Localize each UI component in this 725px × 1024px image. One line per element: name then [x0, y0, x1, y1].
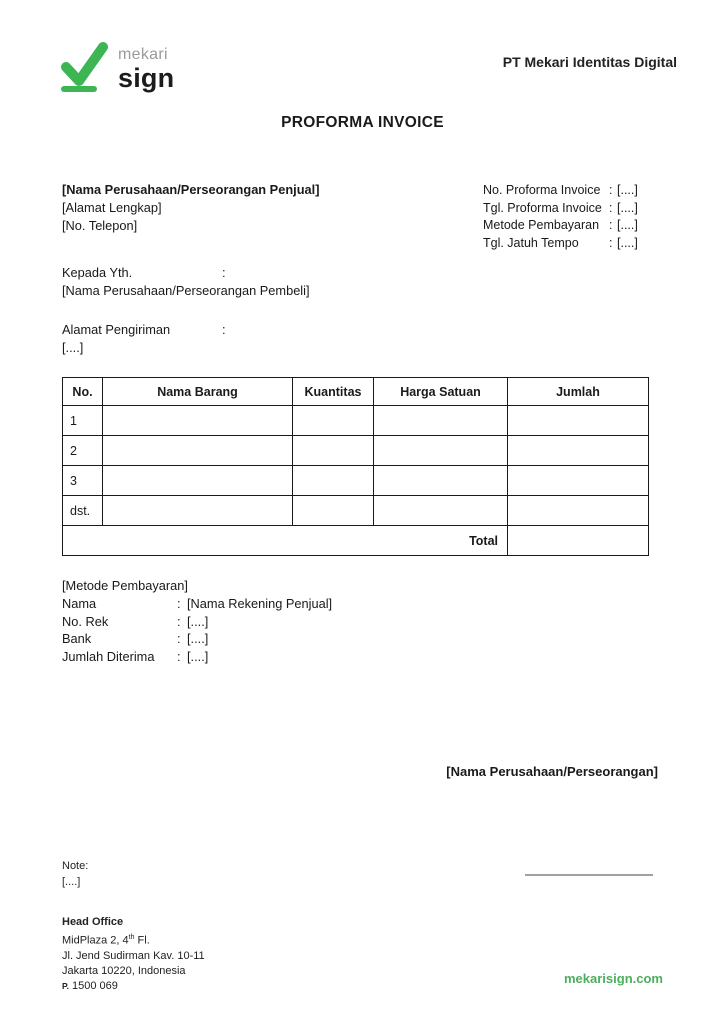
colon: : — [609, 218, 613, 232]
invoice-number-row — [483, 182, 638, 200]
colon: : — [222, 265, 226, 280]
note-label: Note: — [62, 860, 89, 872]
shipping-address-value: [....] — [62, 340, 84, 355]
mekari-sign-logo — [60, 40, 174, 92]
table-row — [63, 466, 649, 496]
recipient-label: Kepada Yth. — [62, 265, 133, 280]
row-number-cell: 3 — [63, 466, 103, 496]
table-header-row — [63, 378, 649, 406]
recipient-row — [62, 264, 310, 282]
quantity-cell — [293, 406, 374, 436]
account-name-row — [62, 595, 332, 613]
invoice-info-block — [483, 182, 638, 252]
table-row — [63, 406, 649, 436]
account-number-label: No. Rek — [62, 613, 109, 629]
signature-line — [525, 874, 653, 876]
bank-label: Bank — [62, 631, 92, 647]
logo-brand-top: mekari — [118, 46, 168, 63]
invoice-date-value: [....] — [617, 200, 638, 215]
item-name-cell — [103, 466, 293, 496]
payment-method-value: [....] — [617, 218, 638, 232]
colon: : — [609, 183, 613, 197]
account-name-value: [Nama Rekening Penjual] — [187, 595, 333, 611]
colon: : — [222, 322, 226, 337]
row-number-cell: dst. — [63, 496, 103, 526]
note-block — [62, 858, 88, 890]
items-table — [62, 377, 649, 556]
col-header-unit-price: Harga Satuan — [374, 378, 508, 406]
table-row — [63, 436, 649, 466]
row-number-cell: 1 — [63, 406, 103, 436]
spacer — [62, 300, 310, 321]
address-building: MidPlaza 2, 4 — [62, 934, 129, 947]
amount-received-row — [62, 648, 332, 666]
note-value: [....] — [62, 876, 81, 888]
amount-received-label: Jumlah Diterima — [62, 649, 155, 665]
head-office-title: Head Office — [62, 916, 124, 928]
col-header-quantity: Kuantitas — [293, 378, 374, 406]
address-floor-sup: th — [128, 934, 135, 941]
invoice-date-label: Tgl. Proforma Invoice — [483, 200, 602, 215]
total-label-cell: Total — [63, 526, 508, 556]
footer-block — [62, 915, 205, 994]
due-date-value: [....] — [617, 235, 638, 250]
recipient-block — [62, 264, 310, 357]
col-header-amount: Jumlah — [508, 378, 649, 406]
seller-address: [Alamat Lengkap] — [62, 200, 162, 215]
quantity-cell — [293, 496, 374, 526]
colon: : — [177, 631, 181, 647]
item-name-cell — [103, 496, 293, 526]
logo-wordmark — [118, 47, 174, 92]
bank-value: [....] — [187, 631, 209, 647]
quantity-cell — [293, 436, 374, 466]
quantity-cell — [293, 466, 374, 496]
logo-brand-bottom: sign — [118, 63, 175, 93]
item-name-cell — [103, 436, 293, 466]
shipping-address-row — [62, 321, 310, 339]
bank-row — [62, 630, 332, 648]
colon: : — [609, 235, 613, 250]
invoice-number-label: No. Proforma Invoice — [483, 183, 601, 197]
website-link[interactable]: mekarisign.com — [564, 971, 663, 986]
document-title: PROFORMA INVOICE — [281, 114, 444, 131]
payment-method-title: [Metode Pembayaran] — [62, 578, 188, 593]
unit-price-cell — [374, 466, 508, 496]
office-phone — [62, 979, 205, 994]
seller-phone: [No. Telepon] — [62, 218, 138, 233]
unit-price-cell — [374, 436, 508, 466]
seller-name: [Nama Perusahaan/Perseorangan Penjual] — [62, 182, 320, 197]
amount-cell — [508, 436, 649, 466]
recipient-name: [Nama Perusahaan/Perseorangan Pembeli] — [62, 283, 310, 298]
due-date-label: Tgl. Jatuh Tempo — [483, 235, 579, 250]
unit-price-cell — [374, 406, 508, 436]
due-date-row — [483, 235, 638, 253]
signatory-name: [Nama Perusahaan/Perseorangan] — [446, 764, 658, 779]
table-total-row — [63, 526, 649, 556]
item-name-cell — [103, 406, 293, 436]
account-number-row — [62, 613, 332, 631]
total-value-cell — [508, 526, 649, 556]
seller-block — [62, 181, 319, 235]
invoice-number-value: [....] — [617, 183, 638, 197]
amount-cell — [508, 496, 649, 526]
address-floor-rest: Fl. — [134, 934, 150, 947]
col-header-no: No. — [63, 378, 103, 406]
colon: : — [177, 595, 181, 611]
table-row — [63, 496, 649, 526]
row-number-cell: 2 — [63, 436, 103, 466]
payment-method-label: Metode Pembayaran — [483, 218, 600, 232]
amount-cell — [508, 466, 649, 496]
phone-number: 1500 069 — [72, 979, 118, 992]
office-address-line2: Jl. Jend Sudirman Kav. 10-11 — [62, 949, 205, 962]
colon: : — [177, 649, 181, 665]
payment-block — [62, 577, 332, 666]
company-name: PT Mekari Identitas Digital — [502, 54, 677, 70]
col-header-item-name: Nama Barang — [103, 378, 293, 406]
shipping-address-label: Alamat Pengiriman — [62, 322, 171, 337]
amount-cell — [508, 406, 649, 436]
account-number-value: [....] — [187, 613, 209, 629]
colon: : — [177, 613, 181, 629]
checkmark-icon — [60, 40, 108, 92]
unit-price-cell — [374, 496, 508, 526]
colon: : — [609, 200, 613, 215]
invoice-date-row — [483, 200, 638, 218]
account-name-label: Nama — [62, 595, 97, 611]
amount-received-value: [....] — [187, 649, 209, 665]
phone-prefix: P. — [62, 980, 69, 991]
office-address-line1 — [62, 930, 205, 949]
payment-method-row — [483, 217, 638, 235]
office-address-line3: Jakarta 10220, Indonesia — [62, 964, 186, 977]
